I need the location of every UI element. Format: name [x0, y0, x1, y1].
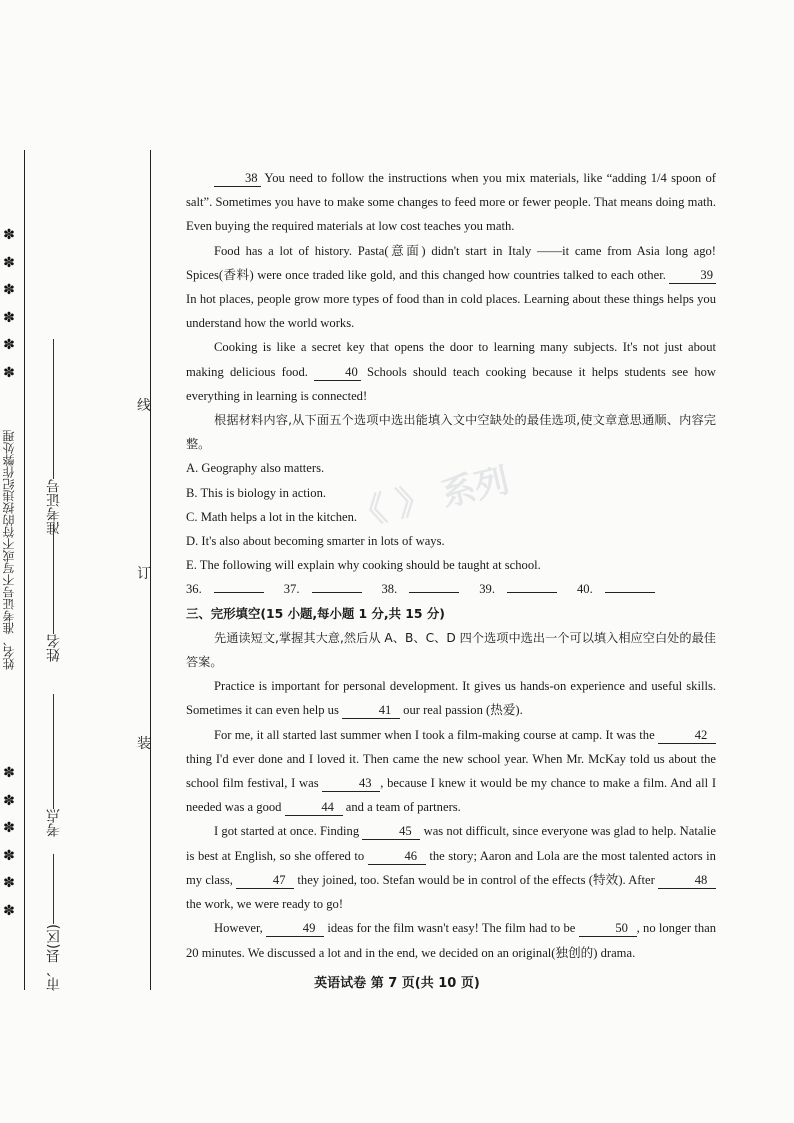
option-e: E. The following will explain why cooking should be taught at school. — [186, 558, 541, 573]
margin-line-outer — [24, 150, 25, 990]
blank-49[interactable]: 49 — [266, 921, 324, 937]
star-decoration-top: ✽ ✽ ✽ ✽ ✽ ✽ — [3, 228, 15, 381]
instruction-text: 根据材料内容,从下面五个选项中选出能填入文中空缺处的最佳选项,使文章意思通顺、内容完整。 — [186, 413, 716, 452]
answer-38: 38. — [382, 577, 470, 601]
blank-42[interactable]: 42 — [658, 728, 716, 744]
passage-paragraph: Cooking is like a secret key that opens the door to learning many subjects. It's not just about making delicious food. 40 Schools should teach cooking because it helps students see how everything in learning is connected! — [186, 340, 717, 403]
field-name: 姓名 — [44, 520, 64, 662]
binding-mark-bind: 装 — [137, 736, 151, 752]
blank-45[interactable]: 45 — [362, 824, 420, 840]
blank-47[interactable]: 47 — [236, 873, 294, 889]
option-d: D. It's also about becoming smarter in lots of ways. — [186, 534, 445, 549]
star-decoration-bottom: ✽ ✽ ✽ ✽ ✽ ✽ — [3, 766, 15, 919]
option-b: B. This is biology in action. — [186, 485, 327, 500]
section-title: 三、完形填空(15 小题,每小题 1 分,共 15 分) — [186, 605, 445, 621]
answer-row — [186, 577, 716, 601]
blank-44[interactable]: 44 — [285, 800, 343, 816]
blank-38[interactable]: 38 — [214, 171, 261, 187]
option-a: A. Geography also matters. — [186, 461, 325, 476]
answer-37: 37. — [284, 577, 372, 601]
answer-40: 40. — [577, 577, 665, 601]
page-content — [186, 166, 716, 965]
passage-paragraph: Food has a lot of history. Pasta(意面) didn't start in Italy ——it came from Asia long ago! Spices(香料) were once traded like gold, and this changed how countries talked to each other. 39 In hot places, people grow more types of food than in cold places. Learning about these things helps you understand how the world works. — [186, 243, 716, 331]
instruction-text: 先通读短文,掌握其大意,然后从 A、B、C、D 四个选项中选出一个可以填入相应空白处的最佳答案。 — [186, 630, 716, 670]
answer-36: 36. — [186, 577, 274, 601]
field-city-district: 市、县(区) — [44, 850, 64, 991]
blank-39[interactable]: 39 — [669, 268, 716, 284]
cloze-paragraph: For me, it all started last summer when I took a film-making course at camp. It was the 42 thing I'd ever done and I loved it. Then came the new school year. When Mr. McKay told us about the school film festival, I was 43 , because I knew it would be my chance to make a film. And all I needed was a good 44 and a team of partners. — [186, 727, 717, 815]
integrity-notice: 姓名、准考证号不写或不符的按违纪作弊处理 — [2, 430, 16, 670]
cloze-paragraph: However, 49 ideas for the film wasn't easy! The film had to be 50 , no longer than 20 minutes. We discussed a lot and in the end, we decided on an original(独创的) drama. — [186, 921, 716, 960]
field-exam-site: 考点 — [44, 690, 64, 837]
passage-paragraph: 38 You need to follow the instructions when you mix materials, like “adding 1/4 spoon of salt”. Sometimes you have to make some changes to feed more or fewer people. That means doing math. Even buying the required materials at low cost teaches you math. — [186, 171, 716, 234]
answer-39: 39. — [479, 577, 567, 601]
watermark: 《 》 系列 — [348, 460, 513, 536]
cloze-paragraph: I got started at once. Finding 45 was not difficult, since everyone was glad to help. Natalie is best at English, so she offered to 46 the story; Aaron and Lola are the most talented actors in my class, 47 they joined, too. Stefan would be in control of the effects (特效). After 48 the work, we were ready to go! — [186, 824, 717, 912]
blank-41[interactable]: 41 — [342, 703, 400, 719]
binding-mark-line: 线 — [137, 398, 151, 414]
blank-50[interactable]: 50 — [579, 921, 637, 937]
blank-40[interactable]: 40 — [314, 365, 361, 381]
blank-46[interactable]: 46 — [368, 849, 426, 865]
blank-43[interactable]: 43 — [322, 776, 380, 792]
page-footer: 英语试卷 第 7 页(共 10 页) — [314, 976, 480, 991]
cloze-paragraph: Practice is important for personal development. It gives us hands-on experience and useful skills. Sometimes it can even help us 41 our real passion (热爱). — [186, 679, 716, 718]
option-c: C. Math helps a lot in the kitchen. — [186, 509, 358, 524]
field-admission-number: 准考证号 — [44, 335, 64, 535]
binding-mark-staple: 订 — [137, 566, 151, 582]
blank-48[interactable]: 48 — [658, 873, 716, 889]
